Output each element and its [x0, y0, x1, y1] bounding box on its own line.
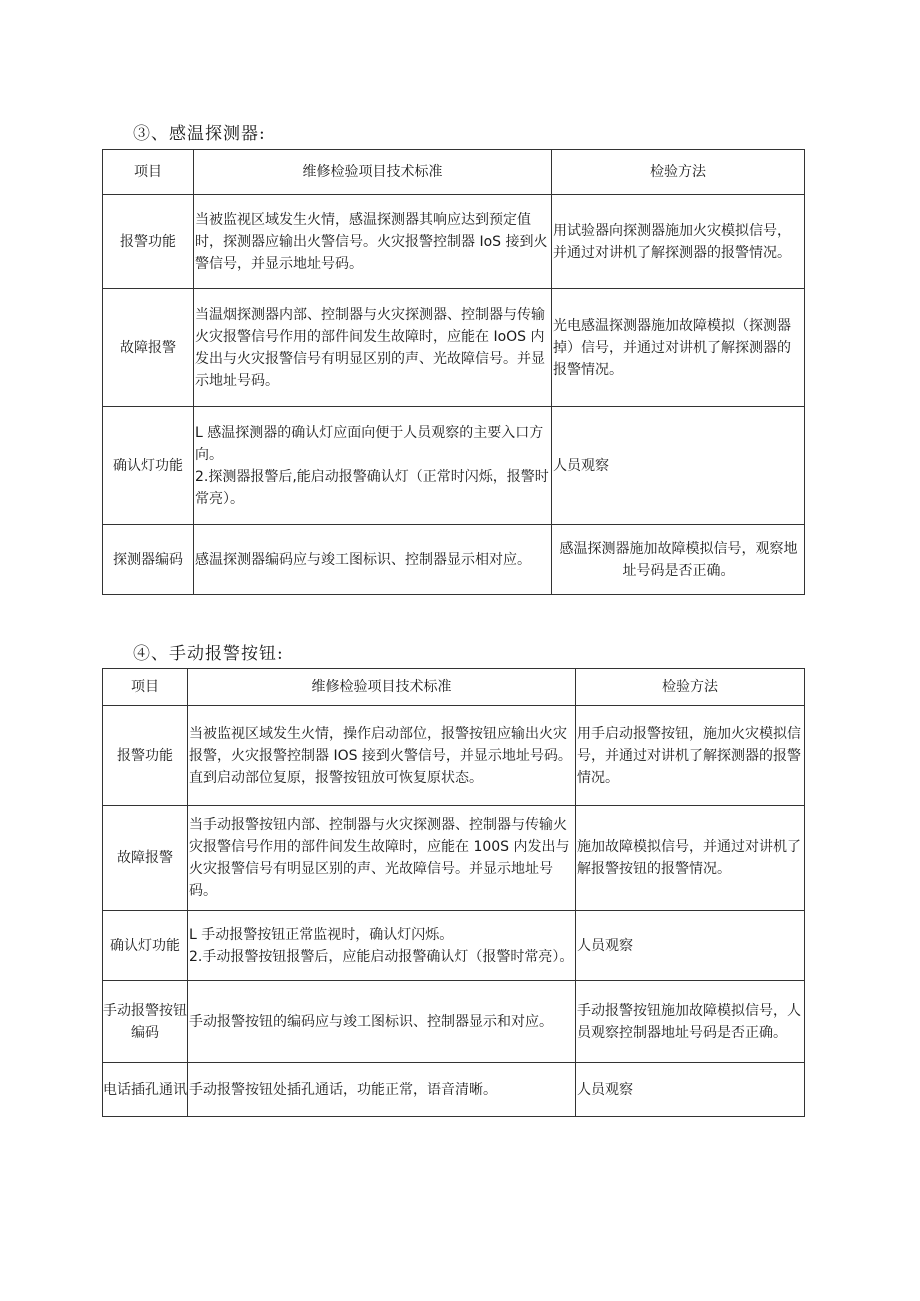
row-standard	[188, 911, 576, 981]
row-standard	[194, 289, 552, 407]
row-method: 光电感温探测器施加故障模拟（探测器掉）信号，并通过对讲机了解探测器的报警情况。	[552, 289, 805, 407]
standard-line: 当被监视区域发生火情，感温探测器其响应达到预定值时，探测器应输出火警信号。火灾报警控制器 IoS 接到火警信号，并显示地址号码。	[195, 211, 548, 272]
row-method: 感温探测器施加故障模拟信号，观察地址号码是否正确。	[552, 525, 805, 595]
standard-line: 手动报警按钮的编码应与竣工图标识、控制器显示和对应。	[189, 1013, 553, 1030]
row-method: 手动报警按钮施加故障模拟信号，人员观察控制器地址号码是否正确。	[576, 981, 805, 1063]
row-item: 报警功能	[103, 195, 194, 289]
manual-alarm-button-table	[102, 668, 805, 1117]
standard-line: 感温探测器编码应与竣工图标识、控制器显示相对应。	[195, 551, 531, 568]
column-header-item: 项目	[103, 150, 194, 195]
row-method: 人员观察	[576, 911, 805, 981]
section3-heading: ③、感温探测器:	[133, 124, 266, 144]
row-method: 人员观察	[576, 1063, 805, 1117]
table-row	[103, 981, 805, 1063]
row-method: 人员观察	[552, 407, 805, 525]
standard-line: 手动报警按钮处插孔通话，功能正常，语音清晰。	[189, 1081, 497, 1098]
row-item: 电话插孔通讯	[103, 1063, 188, 1117]
row-item: 报警功能	[103, 706, 188, 806]
standard-line: 2.手动报警按钮报警后，应能启动报警确认灯（报警时常亮）。	[189, 948, 574, 965]
table-header-row	[103, 669, 805, 706]
column-header-standard: 维修检验项目技术标准	[194, 150, 552, 195]
row-item: 手动报警按钮编码	[103, 981, 188, 1063]
standard-line: L 手动报警按钮正常监视时，确认灯闪烁。	[189, 926, 454, 943]
row-method: 用手启动报警按钮，施加火灾模拟信号，并通过对讲机了解探测器的报警情况。	[576, 706, 805, 806]
row-standard	[188, 806, 576, 911]
column-header-method: 检验方法	[552, 150, 805, 195]
heat-detector-table	[102, 149, 805, 595]
section4-heading: ④、手动报警按钮:	[133, 644, 284, 664]
row-standard	[194, 407, 552, 525]
table-header-row	[103, 150, 805, 195]
standard-line: 当被监视区域发生火情，操作启动部位，报警按钮应输出火灾报警，火灾报警控制器 IOS 接到火警信号，并显示地址号码。直到启动部位复原，报警按钮放可恢复原状态。	[189, 725, 572, 786]
table-row	[103, 195, 805, 289]
table-row	[103, 289, 805, 407]
row-standard	[188, 981, 576, 1063]
row-item: 故障报警	[103, 806, 188, 911]
column-header-standard: 维修检验项目技术标准	[188, 669, 576, 706]
standard-line: 当温烟探测器内部、控制器与火灾探测器、控制器与传输火灾报警信号作用的部件间发生故障时，应能在 IoOS 内发出与火灾报警信号有明显区别的声、光故障信号。并显示地址号码。	[195, 306, 545, 389]
row-standard	[188, 1063, 576, 1117]
row-method: 用试验器向探测器施加火灾模拟信号，并通过对讲机了解探测器的报警情况。	[552, 195, 805, 289]
table-row	[103, 706, 805, 806]
column-header-method: 检验方法	[576, 669, 805, 706]
standard-line: L 感温探测器的确认灯应面向便于人员观察的主要入口方向。	[195, 424, 544, 463]
row-method: 施加故障模拟信号，并通过对讲机了解报警按钮的报警情况。	[576, 806, 805, 911]
table-row	[103, 806, 805, 911]
row-standard	[194, 195, 552, 289]
table-row	[103, 1063, 805, 1117]
row-item: 确认灯功能	[103, 911, 188, 981]
column-header-item: 项目	[103, 669, 188, 706]
table-row	[103, 525, 805, 595]
standard-line: 2.探测器报警后,能启动报警确认灯（正常时闪烁，报警时常亮）。	[195, 468, 549, 507]
table-row	[103, 911, 805, 981]
row-item: 探测器编码	[103, 525, 194, 595]
standard-line: 当手动报警按钮内部、控制器与火灾探测器、控制器与传输火灾报警信号作用的部件间发生故障时，应能在 100S 内发出与火灾报警信号有明显区别的声、光故障信号。并显示地址号码。	[189, 817, 570, 899]
row-item: 故障报警	[103, 289, 194, 407]
table-row	[103, 407, 805, 525]
row-standard	[194, 525, 552, 595]
row-item: 确认灯功能	[103, 407, 194, 525]
row-standard	[188, 706, 576, 806]
